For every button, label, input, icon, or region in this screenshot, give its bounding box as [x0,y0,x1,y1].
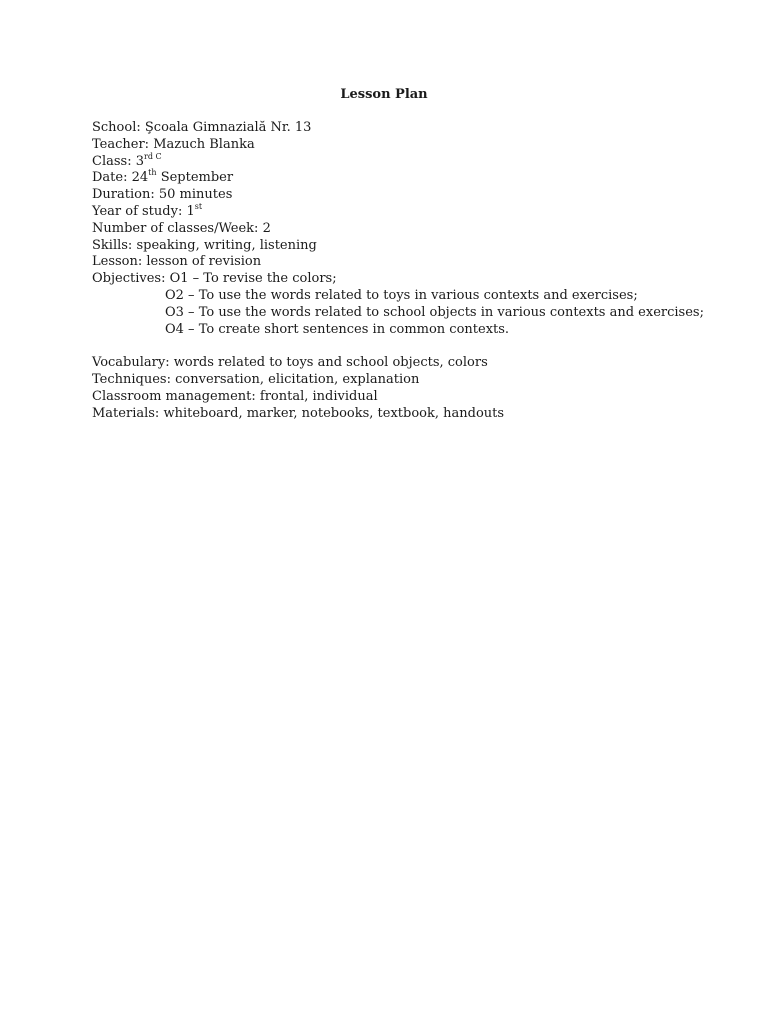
page-title: Lesson Plan [340,87,428,102]
materials-label: Materials: [92,405,160,421]
date-month: September [160,170,234,186]
school-value: Şcoala Gimnazială Nr. 13 [144,120,312,135]
lesson-line [92,254,712,271]
classroom-management-value: frontal, individual [259,388,378,404]
duration-line [92,187,712,204]
duration-label: Duration: [92,187,155,203]
skills-label: Skills: [92,237,133,253]
techniques-value: conversation, elicitation, explanation [175,371,420,387]
year-of-study-value: 1 [186,203,195,219]
class-label: Class: [92,153,132,169]
date-line [92,170,712,187]
classes-per-week-line [92,221,712,238]
techniques-line [92,372,712,389]
lesson-plan-body [92,120,712,422]
classes-per-week-label: Number of classes/Week: [92,220,259,236]
year-of-study-superscript: st [194,201,203,211]
duration-value: 50 minutes [158,187,233,203]
class-value: 3 [135,153,144,169]
teacher-line [92,137,712,154]
objective-item: O2 – To use the words related to toys in various contexts and exercises; [165,287,638,303]
vocabulary-label: Vocabulary: [92,355,170,371]
blank-line [92,338,712,355]
lesson-label: Lesson: [92,254,143,270]
objectives-line [92,271,712,288]
teacher-label: Teacher: [92,136,150,152]
techniques-label: Techniques: [92,371,171,387]
classroom-management-label: Classroom management: [92,388,256,404]
lesson-value: lesson of revision [146,254,262,270]
objective-item: O1 – To revise the colors; [169,271,337,287]
skills-line [92,238,712,255]
classroom-management-line [92,389,712,406]
objectives-label: Objectives: [92,271,166,287]
vocabulary-value: words related to toys and school objects, colors [173,355,488,371]
class-superscript: rd C [144,151,162,161]
year-of-study-line [92,201,712,221]
vocabulary-line [92,355,712,372]
date-superscript: th [148,168,157,178]
skills-value: speaking, writing, listening [136,237,317,253]
year-of-study-label: Year of study: [92,203,183,219]
objective-item: O4 – To create short sentences in common contexts. [165,321,510,337]
objective-item: O3 – To use the words related to school objects in various contexts and exercises; [165,304,704,320]
school-label: School: [92,120,141,135]
materials-line [92,406,712,423]
teacher-value: Mazuch Blanka [153,136,255,152]
date-day: 24 [131,170,149,186]
school-line [92,120,712,137]
materials-value: whiteboard, marker, notebooks, textbook, handouts [163,405,505,421]
class-line [92,151,712,171]
date-label: Date: [92,170,128,186]
classes-per-week-value: 2 [262,220,271,236]
